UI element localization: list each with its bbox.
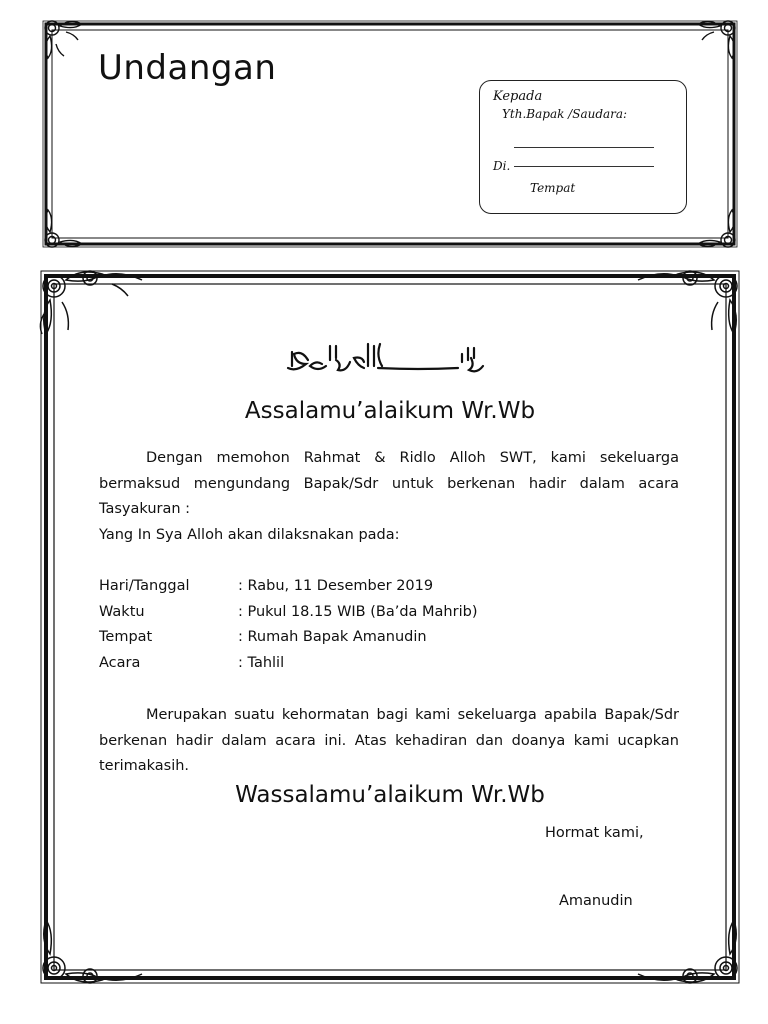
address-recipient-label: Yth.Bapak /Saudara: bbox=[502, 107, 628, 121]
detail-value: : Tahlil bbox=[238, 654, 285, 671]
floral-corner-icon bbox=[36, 184, 106, 254]
detail-row-event bbox=[99, 651, 477, 677]
detail-value: : Rabu, 11 Desember 2019 bbox=[238, 578, 434, 594]
detail-value: : Pukul 18.15 WIB (Ba’da Mahrib) bbox=[238, 603, 478, 620]
signatory-name: Amanudin bbox=[559, 893, 633, 909]
closing-paragraph: Merupakan suatu kehormatan bagi kami sekeluarga apabila Bapak/Sdr berkenan hadir dalam acara ini. Atas kehadiran dan doanya kami ucapkan terimakasih. bbox=[99, 707, 679, 774]
detail-label: Tempat bbox=[99, 629, 153, 645]
intro-section bbox=[99, 446, 679, 548]
address-at-label: Di. bbox=[493, 159, 511, 173]
address-to-label: Kepada bbox=[493, 89, 543, 104]
address-place-label: Tempat bbox=[530, 181, 576, 195]
envelope-card bbox=[40, 18, 740, 250]
greeting-heading: Assalamu’alaikum Wr.Wb bbox=[244, 398, 536, 424]
detail-label: Acara bbox=[99, 654, 141, 671]
floral-corner-icon bbox=[36, 14, 106, 84]
detail-row-time bbox=[99, 600, 477, 626]
detail-value: : Rumah Bapak Amanudin bbox=[238, 629, 427, 645]
detail-label: Waktu bbox=[99, 603, 145, 620]
detail-label: Hari/Tanggal bbox=[99, 578, 190, 594]
farewell-heading: Wassalamu’alaikum Wr.Wb bbox=[235, 782, 545, 808]
bismillah-calligraphy-icon bbox=[278, 336, 498, 384]
floral-corner-icon bbox=[628, 262, 748, 352]
detail-row-place bbox=[99, 625, 477, 651]
address-place-line bbox=[514, 166, 654, 167]
invitation-letter-card bbox=[32, 262, 748, 992]
closing-section bbox=[99, 703, 679, 780]
regards-text: Hormat kami, bbox=[545, 825, 644, 841]
lead-in-text: Yang In Sya Alloh akan dilaksnakan pada: bbox=[99, 526, 400, 543]
floral-corner-icon bbox=[628, 902, 748, 992]
address-recipient-line bbox=[514, 147, 654, 148]
floral-corner-icon bbox=[32, 262, 152, 352]
intro-paragraph: Dengan memohon Rahmat & Ridlo Alloh SWT, kami sekeluarga bermaksud mengundang Bapak/Sdr untuk berkenan hadir dalam acara Tasyakuran : bbox=[99, 450, 679, 517]
address-box bbox=[479, 80, 687, 214]
event-details bbox=[99, 574, 477, 676]
detail-row-date bbox=[99, 574, 477, 600]
floral-corner-icon bbox=[32, 902, 152, 992]
envelope-title: Undangan bbox=[98, 48, 277, 88]
floral-corner-icon bbox=[674, 14, 744, 84]
